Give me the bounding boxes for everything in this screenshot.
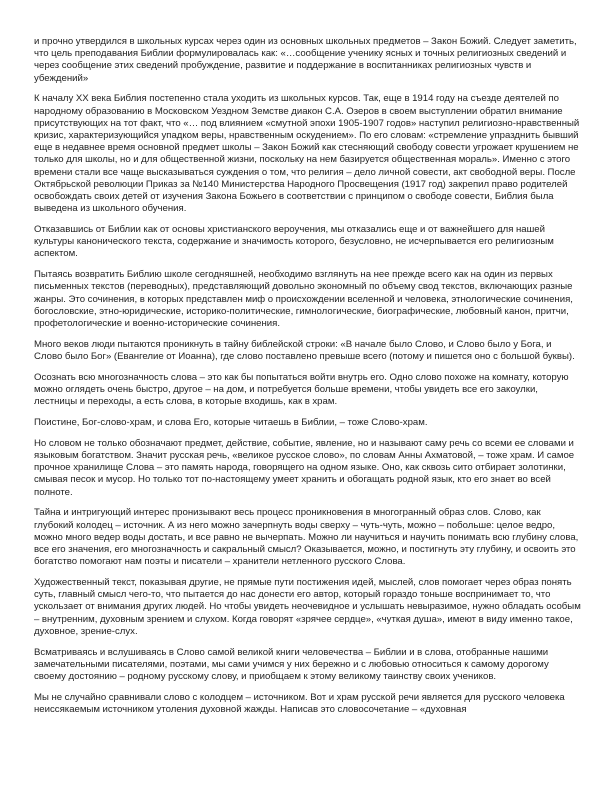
paragraph-great-book: Всматриваясь и вслушиваясь в Слово самой великой книги человечества – Библии и в слова, отобранные нашими замечательными писателями, поэтами, мы сами учимся у них бережно и с любовью относиться к самому дорогому своему достоянию – родному русскому слову, и приобщаем к этому великому таинству своих учеников.	[34, 646, 549, 683]
paragraph-russian-speech: Но словом не только обозначают предмет, действие, событие, явление, но и называют саму речь со всеми ее словами и языковым богатством. Значит русская речь, «великое русское слово», по словам Анны Ахматовой, – тоже храм. И самое прочное хранилище Слова – это память народа, говорящего на одном языке. Оно, как сквозь сито отбирает золотинки, смывая песок и мусор. Но только тот по-настоящему умеет хранить и обогащать родной язык, кто его знает во всей полноте.	[34, 437, 575, 498]
paragraph-refusing-bible: Отказавшись от Библии как от основы христианского вероучения, мы отказались еще и от важнейшего для нашей культуры канонического текста, содержание и значимость которого, безусловно, не исчерпывается его религиозным аспектом.	[34, 224, 554, 260]
paragraph-returning-bible: Пытаясь возвратить Библию школе сегодняшней, необходимо взглянуть на нее прежде всего как на один из первых письменных текстов (переводных), представляющий довольно экономный по объему свод текстов, включающих разные жанры. Это сочинения, в которых представлен миф о происхождении вселенной и человека, этнологические сочинения, богословские, этно-юридические, историко-политические, гимнологические, биографические, любовный канон, притчи, профетологические и военно-исторические сочинения.	[34, 269, 573, 330]
paragraph-in-the-beginning: Много веков люди пытаются проникнуть в тайну библейской строки: «В начале было Слово, и Слово было у Бога, и Слово было Бог» (Евангелие от Иоанна), где слово поставлено превыше всего (потому и пишется оно с большой буквы).	[34, 338, 575, 363]
document-page	[34, 36, 581, 725]
paragraph-source: Мы не случайно сравнивали слово с колодцем – источником. Вот и храм русской речи является для русского человека неиссякаемым источником утоления духовной жажды. Написав это словосочетание – «духовная	[34, 691, 565, 716]
paragraph-xx-century: К началу XX века Библия постепенно стала уходить из школьных курсов. Так, еще в 1914 году на съезде деятелей по народному образованию в Московском Уездном Земстве диакон С.А. Озеров в своем выступлении обратил внимание присутствующих на тот факт, что «… под влиянием «смутной эпохи 1905-1907 годов» наступил религиозно-нравственный кризис, характеризующийся упадком веры, нравственным оскудением». По его словам: «стремление упразднить бывший еще в недавнее время основной предмет школы – Закон Божий как стесняющий свободу совести угрожает крушением не только для школы, но и для общественной жизни, поскольку на нем базируется общественная мораль». Именно с этого времени стали все чаще высказываться суждения о том, что религия – дело личной совести, акт свободной веры. После Октябрьской революции Приказ за №140 Министерства Народного Просвещения (1917 год) закрепил право родителей освобождать своих детей от изучения Закона Божьего в соответствии с принципом о свободе совести, Библия была выведена из школьного обучения.	[34, 93, 580, 215]
paragraph-word-as-room: Осознать всю многозначность слова – это как бы попытаться войти внутрь его. Одно слово похоже на комнату, которую можно оглядеть очень быстро, другое – на дом, и потребуется больше времени, чтобы увидеть все его закоулки, лестницы и переходы, а есть слова, в которые входишь, как в храм.	[34, 371, 569, 408]
paragraph-zakon-bozhiy: и прочно утвердился в школьных курсах через один из основных школьных предметов – Закон Божий. Следует заметить, что цель преподавания Библии формулировалась как: «…сообщение ученику ясных и точных религиозных сведений и через сообщение этих сведений пробуждение, развитие и поддержание в воспитанниках религиозных чувств и убеждений»	[34, 36, 577, 84]
paragraph-word-as-well: Тайна и интригующий интерес пронизывают весь процесс проникновения в многогранный образ слов. Слово, как глубокий колодец – источник. А из него можно зачерпнуть воды сверху – чуть-чуть, можно – побольше: целое ведро, можно много ведер воды достать, и все равно не вычерпать. Можно ли научиться и научить понимать всю глубину слова, все его значения, его многозначность и сакральный смысл? Оказывается, можно, и постигнуть эту глубину, и освоить это богатство помогают нам поэты и писатели – хранители нетленного русского Слова.	[34, 507, 579, 568]
paragraph-word-temple: Поистине, Бог-слово-храм, и слова Его, которые читаешь в Библии, – тоже Слово-храм.	[34, 417, 428, 429]
paragraph-artistic-text: Художественный текст, показывая другие, не прямые пути постижения идей, мыслей, слов помогает через образ понять суть, главный смысл чего-то, что пытается до нас донести его автор, который гораздо тоньше воспринимает то, что ускользает от внимания других людей. Но чтобы увидеть неочевидное и услышать невыразимое, нужно обладать особым – внутренним, духовным зрением и слухом. Когда говорят «зрячее сердце», «чуткая душа», имеют в виду именно такое, духовное, зрение-слух.	[34, 577, 581, 637]
